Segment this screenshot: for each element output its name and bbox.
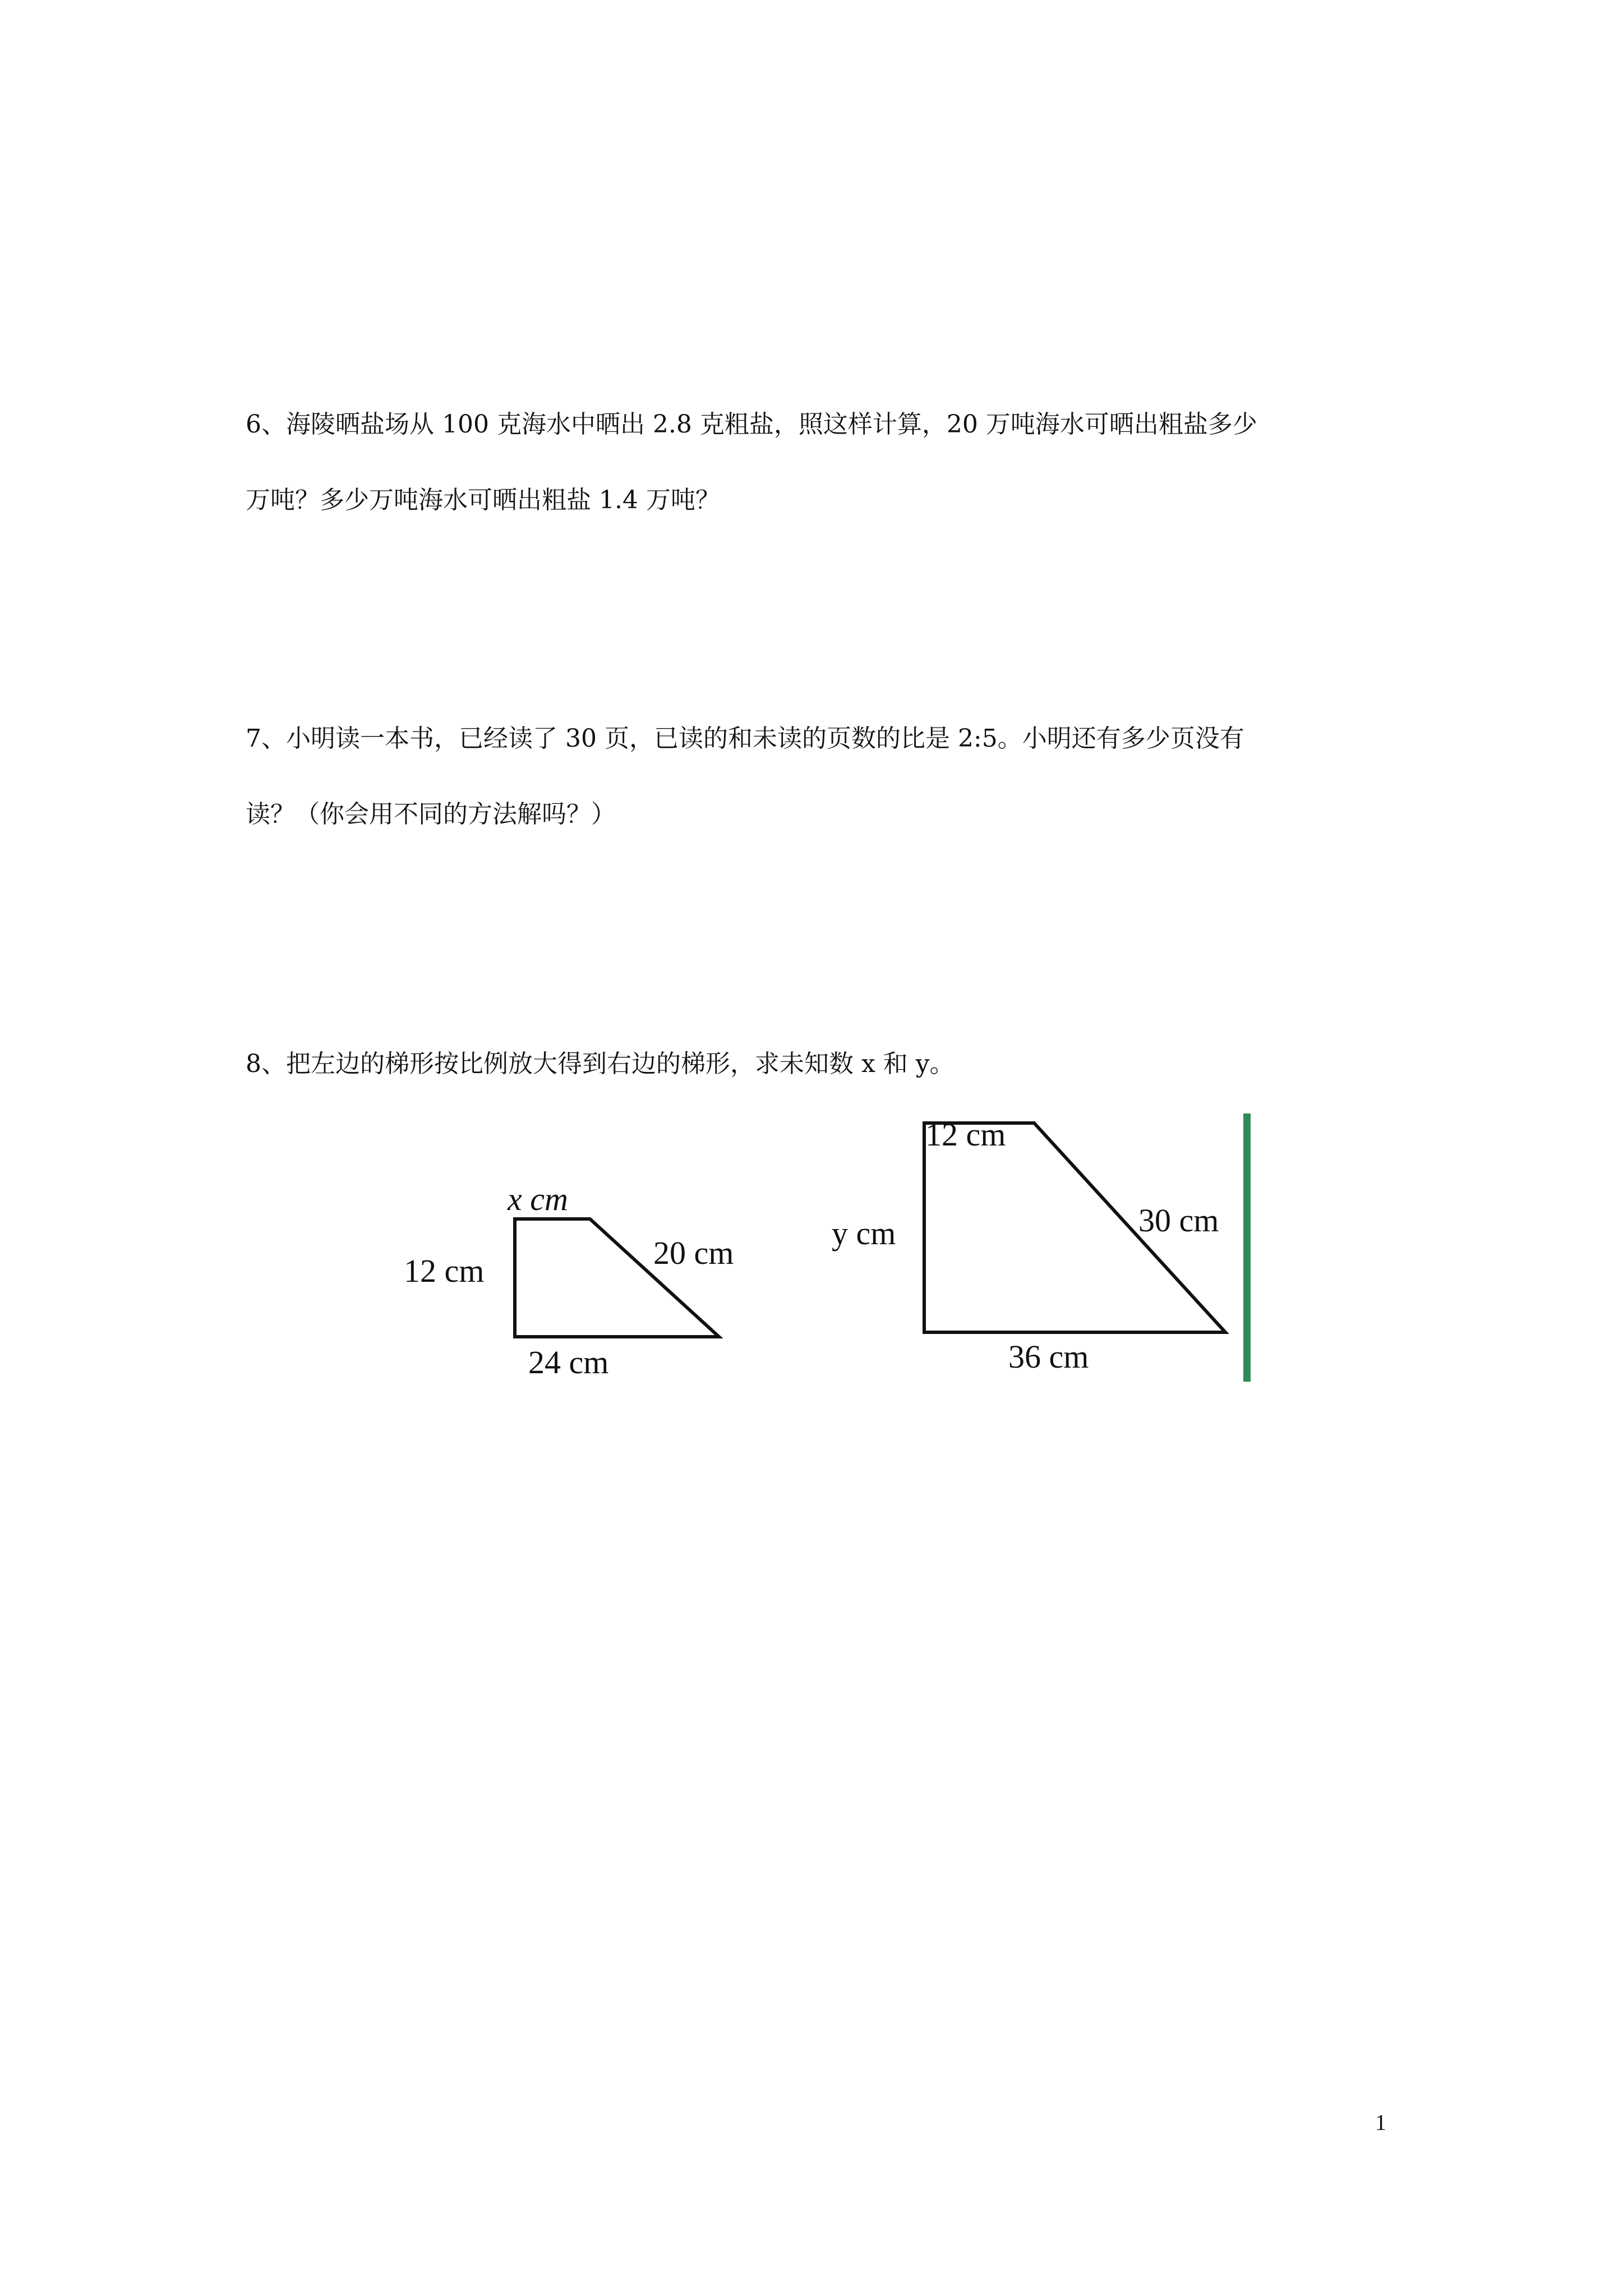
problem-8-line-1: 8、把左边的梯形按比例放大得到右边的梯形，求未知数 x 和 y。 bbox=[246, 1050, 955, 1078]
green-edge-strip bbox=[1243, 1114, 1251, 1382]
problem-6-line-1: 6、海陵晒盐场从 100 克海水中晒出 2.8 克粗盐，照这样计算，20 万吨海水可晒出粗盐多少 bbox=[246, 410, 1257, 439]
trapezoid-figure bbox=[393, 1114, 1267, 1394]
right-bottom-label: 36 cm bbox=[1008, 1338, 1089, 1375]
right-height-label: y cm bbox=[832, 1215, 896, 1251]
trapezoid-diagram bbox=[393, 1114, 1267, 1394]
left-bottom-label: 24 cm bbox=[528, 1344, 609, 1381]
right-top-label: 12 cm bbox=[925, 1116, 1006, 1153]
right-slant-label: 30 cm bbox=[1138, 1202, 1219, 1239]
problem-6-line-2: 万吨？多少万吨海水可晒出粗盐 1.4 万吨？ bbox=[246, 486, 720, 514]
left-top-label: x cm bbox=[508, 1181, 568, 1217]
page-number: 1 bbox=[1375, 2110, 1386, 2135]
problem-7-line-2: 读？（你会用不同的方法解吗？） bbox=[246, 800, 616, 829]
problem-7-line-1: 7、小明读一本书，已经读了 30 页，已读的和未读的页数的比是 2:5。小明还有多少页没有 bbox=[246, 724, 1244, 753]
left-height-label: 12 cm bbox=[404, 1253, 485, 1289]
left-slant-label: 20 cm bbox=[653, 1235, 734, 1271]
